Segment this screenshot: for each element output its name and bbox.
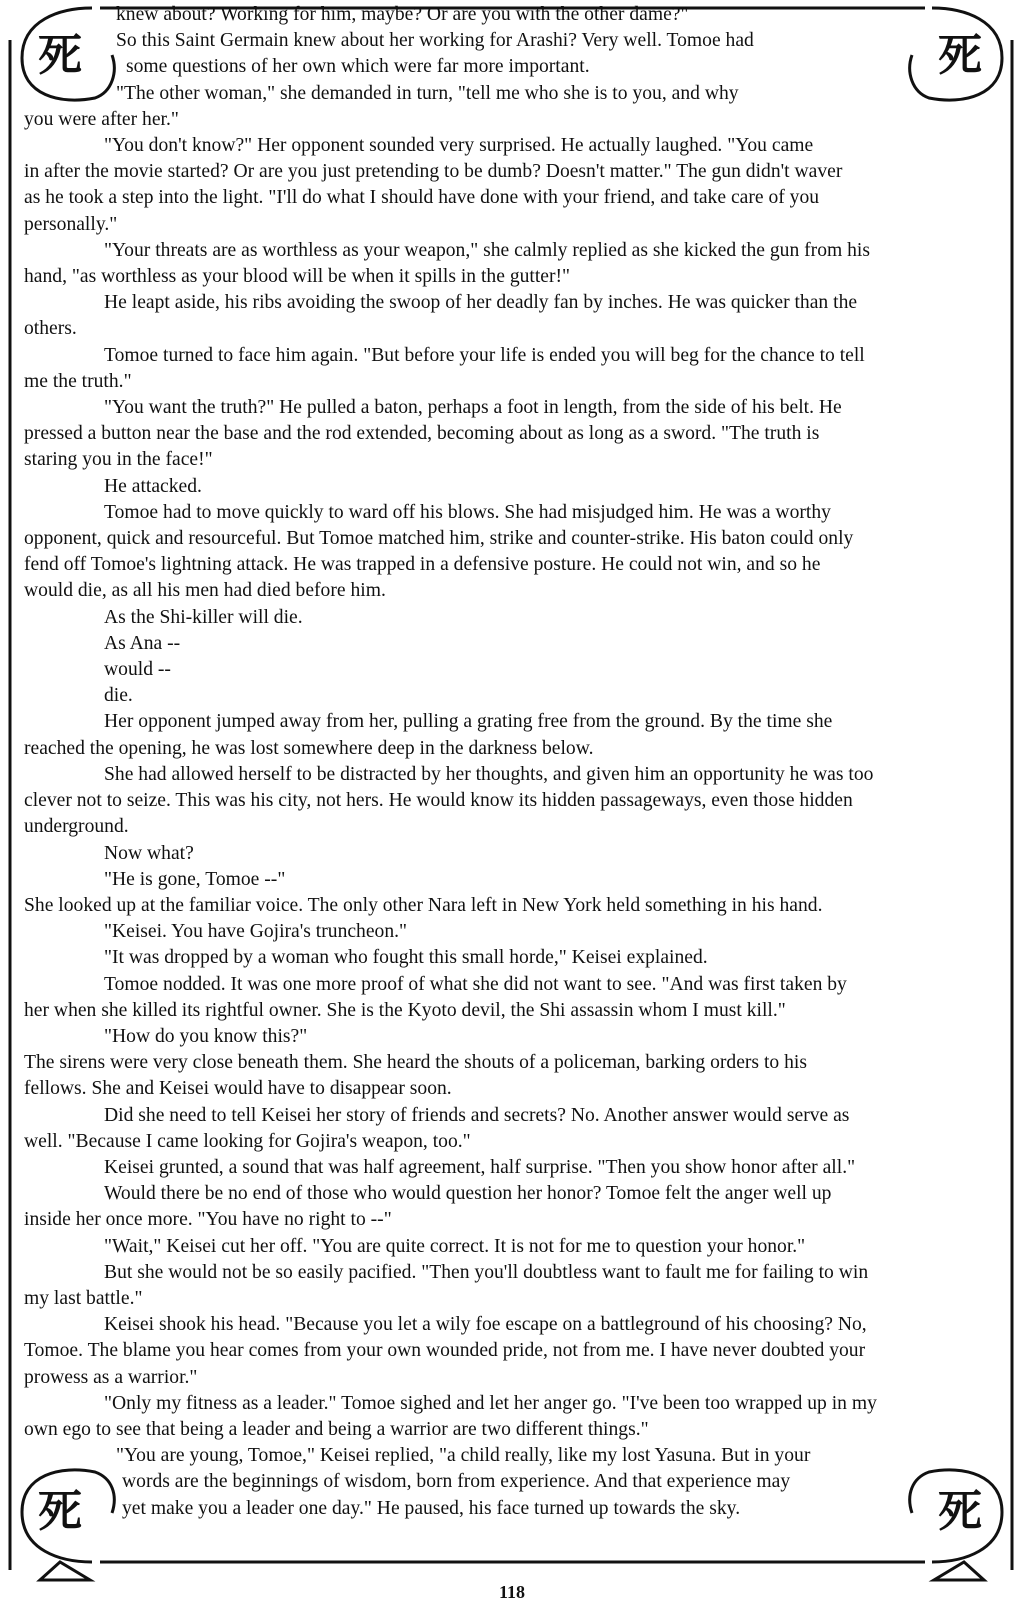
text-line: He leapt aside, his ribs avoiding the swoop of her deadly fan by inches. He was quicker than the: [104, 292, 858, 314]
text-line: Now what?: [104, 842, 194, 864]
text-line: prowess as a warrior.": [24, 1366, 198, 1388]
text-line: As the Shi-killer will die.: [104, 606, 303, 628]
text-line: "The other woman," she demanded in turn, "tell me who she is to you, and why: [116, 82, 739, 104]
text-line: staring you in the face!": [24, 449, 213, 471]
text-line: Would there be no end of those who would question her honor? Tomoe felt the anger well up: [104, 1183, 832, 1205]
text-line: hand, "as worthless as your blood will be when it spills in the gutter!": [24, 266, 571, 288]
text-line: others.: [24, 318, 77, 340]
text-line: Her opponent jumped away from her, pulling a grating free from the ground. By the time she: [104, 711, 833, 733]
text-line: pressed a button near the base and the rod extended, becoming about as long as a sword. "The truth is: [24, 423, 820, 445]
text-line: "Your threats are as worthless as your weapon," she calmly replied as she kicked the gun from his: [104, 239, 871, 261]
text-line: Keisei grunted, a sound that was half agreement, half surprise. "Then you show honor after all.": [104, 1156, 856, 1178]
text-line: as he took a step into the light. "I'll do what I should have done with your friend, and take care of you: [24, 187, 820, 209]
text-line: you were after her.": [24, 108, 179, 130]
text-line: would die, as all his men had died before him.: [24, 580, 386, 602]
text-line: opponent, quick and resourceful. But Tomoe matched him, strike and counter-strike. His baton could only: [24, 528, 854, 550]
corner-glyph-top-left: 死: [38, 30, 82, 81]
text-line: personally.": [24, 213, 118, 235]
text-line: Tomoe had to move quickly to ward off his blows. She had misjudged him. He was a worthy: [104, 501, 831, 523]
text-line: Tomoe nodded. It was one more proof of what she did not want to see. "And was first taken by: [104, 973, 847, 995]
text-line: yet make you a leader one day." He paused, his face turned up towards the sky.: [122, 1497, 741, 1519]
text-line: Keisei shook his head. "Because you let a wily foe escape on a battleground of his choosing? No,: [104, 1314, 867, 1336]
text-line: Tomoe. The blame you hear comes from your own wounded pride, not from me. I have never doubted your: [24, 1340, 866, 1362]
text-line: own ego to see that being a leader and being a warrior are two different things.": [24, 1418, 649, 1440]
text-line: her when she killed its rightful owner. She is the Kyoto devil, the Shi assassin whom I must kill.": [24, 999, 786, 1021]
text-line: underground.: [24, 816, 129, 838]
text-line: "Keisei. You have Gojira's truncheon.": [104, 921, 408, 943]
text-line: me the truth.": [24, 370, 132, 392]
text-line: "Wait," Keisei cut her off. "You are quite correct. It is not for me to question your honor.": [104, 1235, 806, 1257]
text-line: my last battle.": [24, 1287, 143, 1309]
text-line: But she would not be so easily pacified. "Then you'll doubtless want to fault me for failing to win: [104, 1261, 869, 1283]
page-number: 118: [498, 1582, 525, 1602]
corner-glyph-bottom-left: 死: [38, 1486, 82, 1537]
text-line: die.: [104, 685, 133, 707]
text-line: Tomoe turned to face him again. "But before your life is ended you will beg for the chance to tell: [104, 344, 865, 366]
text-line: clever not to seize. This was his city, not hers. He would know its hidden passageways, even those hidden: [24, 790, 853, 812]
text-line: As Ana --: [104, 632, 181, 654]
corner-glyph-top-right: 死: [938, 30, 982, 81]
text-line: fellows. She and Keisei would have to disappear soon.: [24, 1078, 452, 1100]
text-line: He attacked.: [104, 475, 202, 497]
text-line: reached the opening, he was lost somewhere deep in the darkness below.: [24, 737, 594, 759]
text-line: "You are young, Tomoe," Keisei replied, "a child really, like my lost Yasuna. But in your: [116, 1445, 811, 1467]
text-line: "Only my fitness as a leader." Tomoe sighed and let her anger go. "I've been too wrapped up in my: [104, 1392, 877, 1414]
text-line: "He is gone, Tomoe --": [104, 868, 286, 890]
text-line: The sirens were very close beneath them. She heard the shouts of a policeman, barking orders to his: [24, 1052, 807, 1074]
text-line: words are the beginnings of wisdom, born from experience. And that experience may: [122, 1471, 791, 1493]
text-line: So this Saint Germain knew about her working for Arashi? Very well. Tomoe had: [116, 30, 754, 52]
text-line: well. "Because I came looking for Gojira's weapon, too.": [24, 1130, 471, 1152]
text-line: She had allowed herself to be distracted by her thoughts, and given him an opportunity he was too: [104, 763, 874, 785]
text-line: in after the movie started? Or are you just pretending to be dumb? Doesn't matter." The gun didn't waver: [24, 161, 843, 183]
text-line: inside her once more. "You have no right to --": [24, 1209, 392, 1231]
text-line: knew about? Working for him, maybe? Or are you with the other dame?": [116, 4, 689, 25]
corner-glyph-bottom-right: 死: [938, 1486, 982, 1537]
story-text: [24, 2, 1000, 1522]
text-line: She looked up at the familiar voice. The only other Nara left in New York held something in his hand.: [24, 894, 823, 916]
text-line: "You want the truth?" He pulled a baton, perhaps a foot in length, from the side of his belt. He: [104, 397, 842, 419]
text-line: "You don't know?" Her opponent sounded very surprised. He actually laughed. "You came: [104, 135, 814, 157]
text-line: "How do you know this?": [104, 1025, 308, 1047]
text-line: Did she need to tell Keisei her story of friends and secrets? No. Another answer would serve as: [104, 1104, 850, 1126]
text-line: some questions of her own which were far more important.: [126, 56, 590, 78]
text-line: fend off Tomoe's lightning attack. He was trapped in a defensive posture. He could not win, and so he: [24, 554, 821, 576]
text-line: "It was dropped by a woman who fought this small horde," Keisei explained.: [104, 947, 708, 969]
text-line: would --: [104, 659, 171, 681]
